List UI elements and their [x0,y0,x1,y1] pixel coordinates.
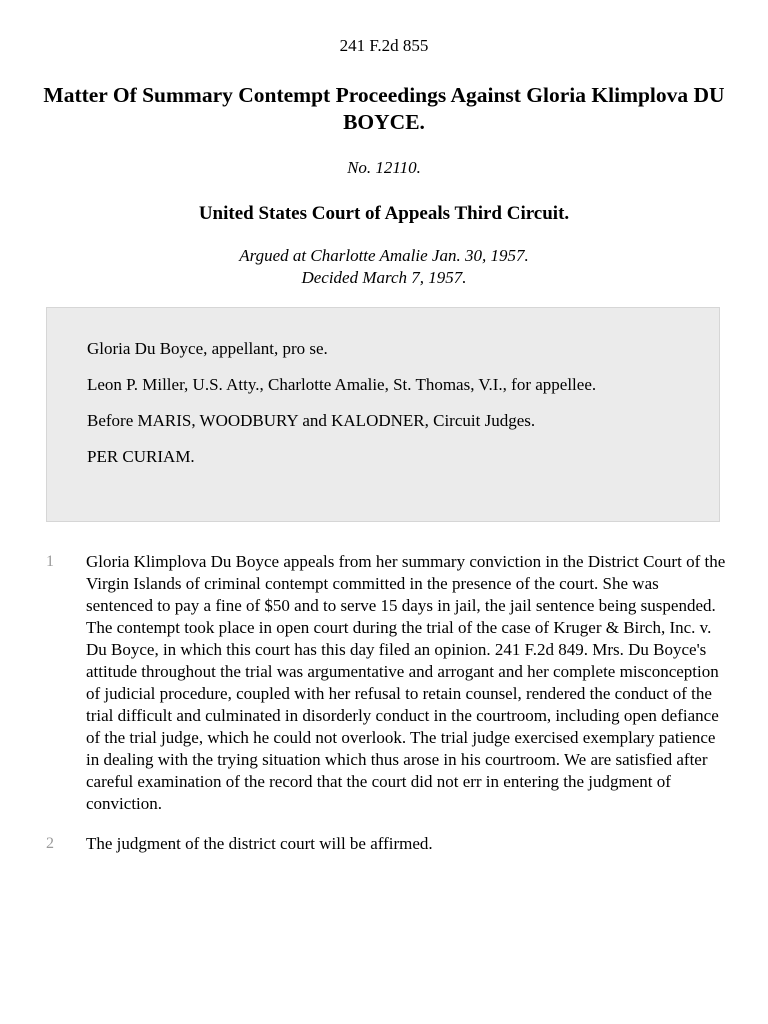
court-name: United States Court of Appeals Third Circuit. [198,203,570,224]
per-curiam-line: PER CURIAM. [87,447,195,466]
case-dates [0,245,768,289]
parties-panel [46,307,720,522]
paragraph-number: 1 [46,553,54,570]
citation: 241 F.2d 855 [339,36,429,55]
case-title: Matter Of Summary Contempt Proceedings Against Gloria Klimplova DU BOYCE. [43,83,725,134]
judges-line: Before MARIS, WOODBURY and KALODNER, Circuit Judges. [87,411,536,430]
decided-date: Decided March 7, 1957. [301,268,467,287]
opinion-body [0,551,768,873]
opinion-paragraph [0,833,768,855]
paragraph-text: Gloria Klimplova Du Boyce appeals from her summary conviction in the District Court of the Virgin Islands of criminal contempt committed in the presence of the court. She was sentenced to pay a fine of $50 and to serve 15 days in jail, the jail sentence being suspended. The contempt took place in open court during the trial of the case of Kruger & Birch, Inc. v. Du Boyce, in which this court has this day filed an opinion. 241 F.2d 849. Mrs. Du Boyce's attitude throughout the trial was argumentative and arrogant and her complete misconception of judicial procedure, coupled with her refusal to retain counsel, rendered the conduct of the trial difficult and culminated in disorderly conduct in the courtroom, including open defiance of the trial judge, which he could not overlook. The trial judge exercised exemplary patience in dealing with the trying situation which thus arose in his courtroom. We are satisfied after careful examination of the record that the court did not err in entering the judgment of conviction. [86,552,726,813]
paragraph-number: 2 [46,835,54,852]
appellant-line: Gloria Du Boyce, appellant, pro se. [87,339,328,358]
docket-number: No. 12110. [347,158,421,177]
paragraph-text: The judgment of the district court will be affirmed. [86,834,433,853]
argued-date: Argued at Charlotte Amalie Jan. 30, 1957. [239,246,529,265]
appellee-counsel-line: Leon P. Miller, U.S. Atty., Charlotte Amalie, St. Thomas, V.I., for appellee. [87,375,597,394]
opinion-paragraph [0,551,768,815]
